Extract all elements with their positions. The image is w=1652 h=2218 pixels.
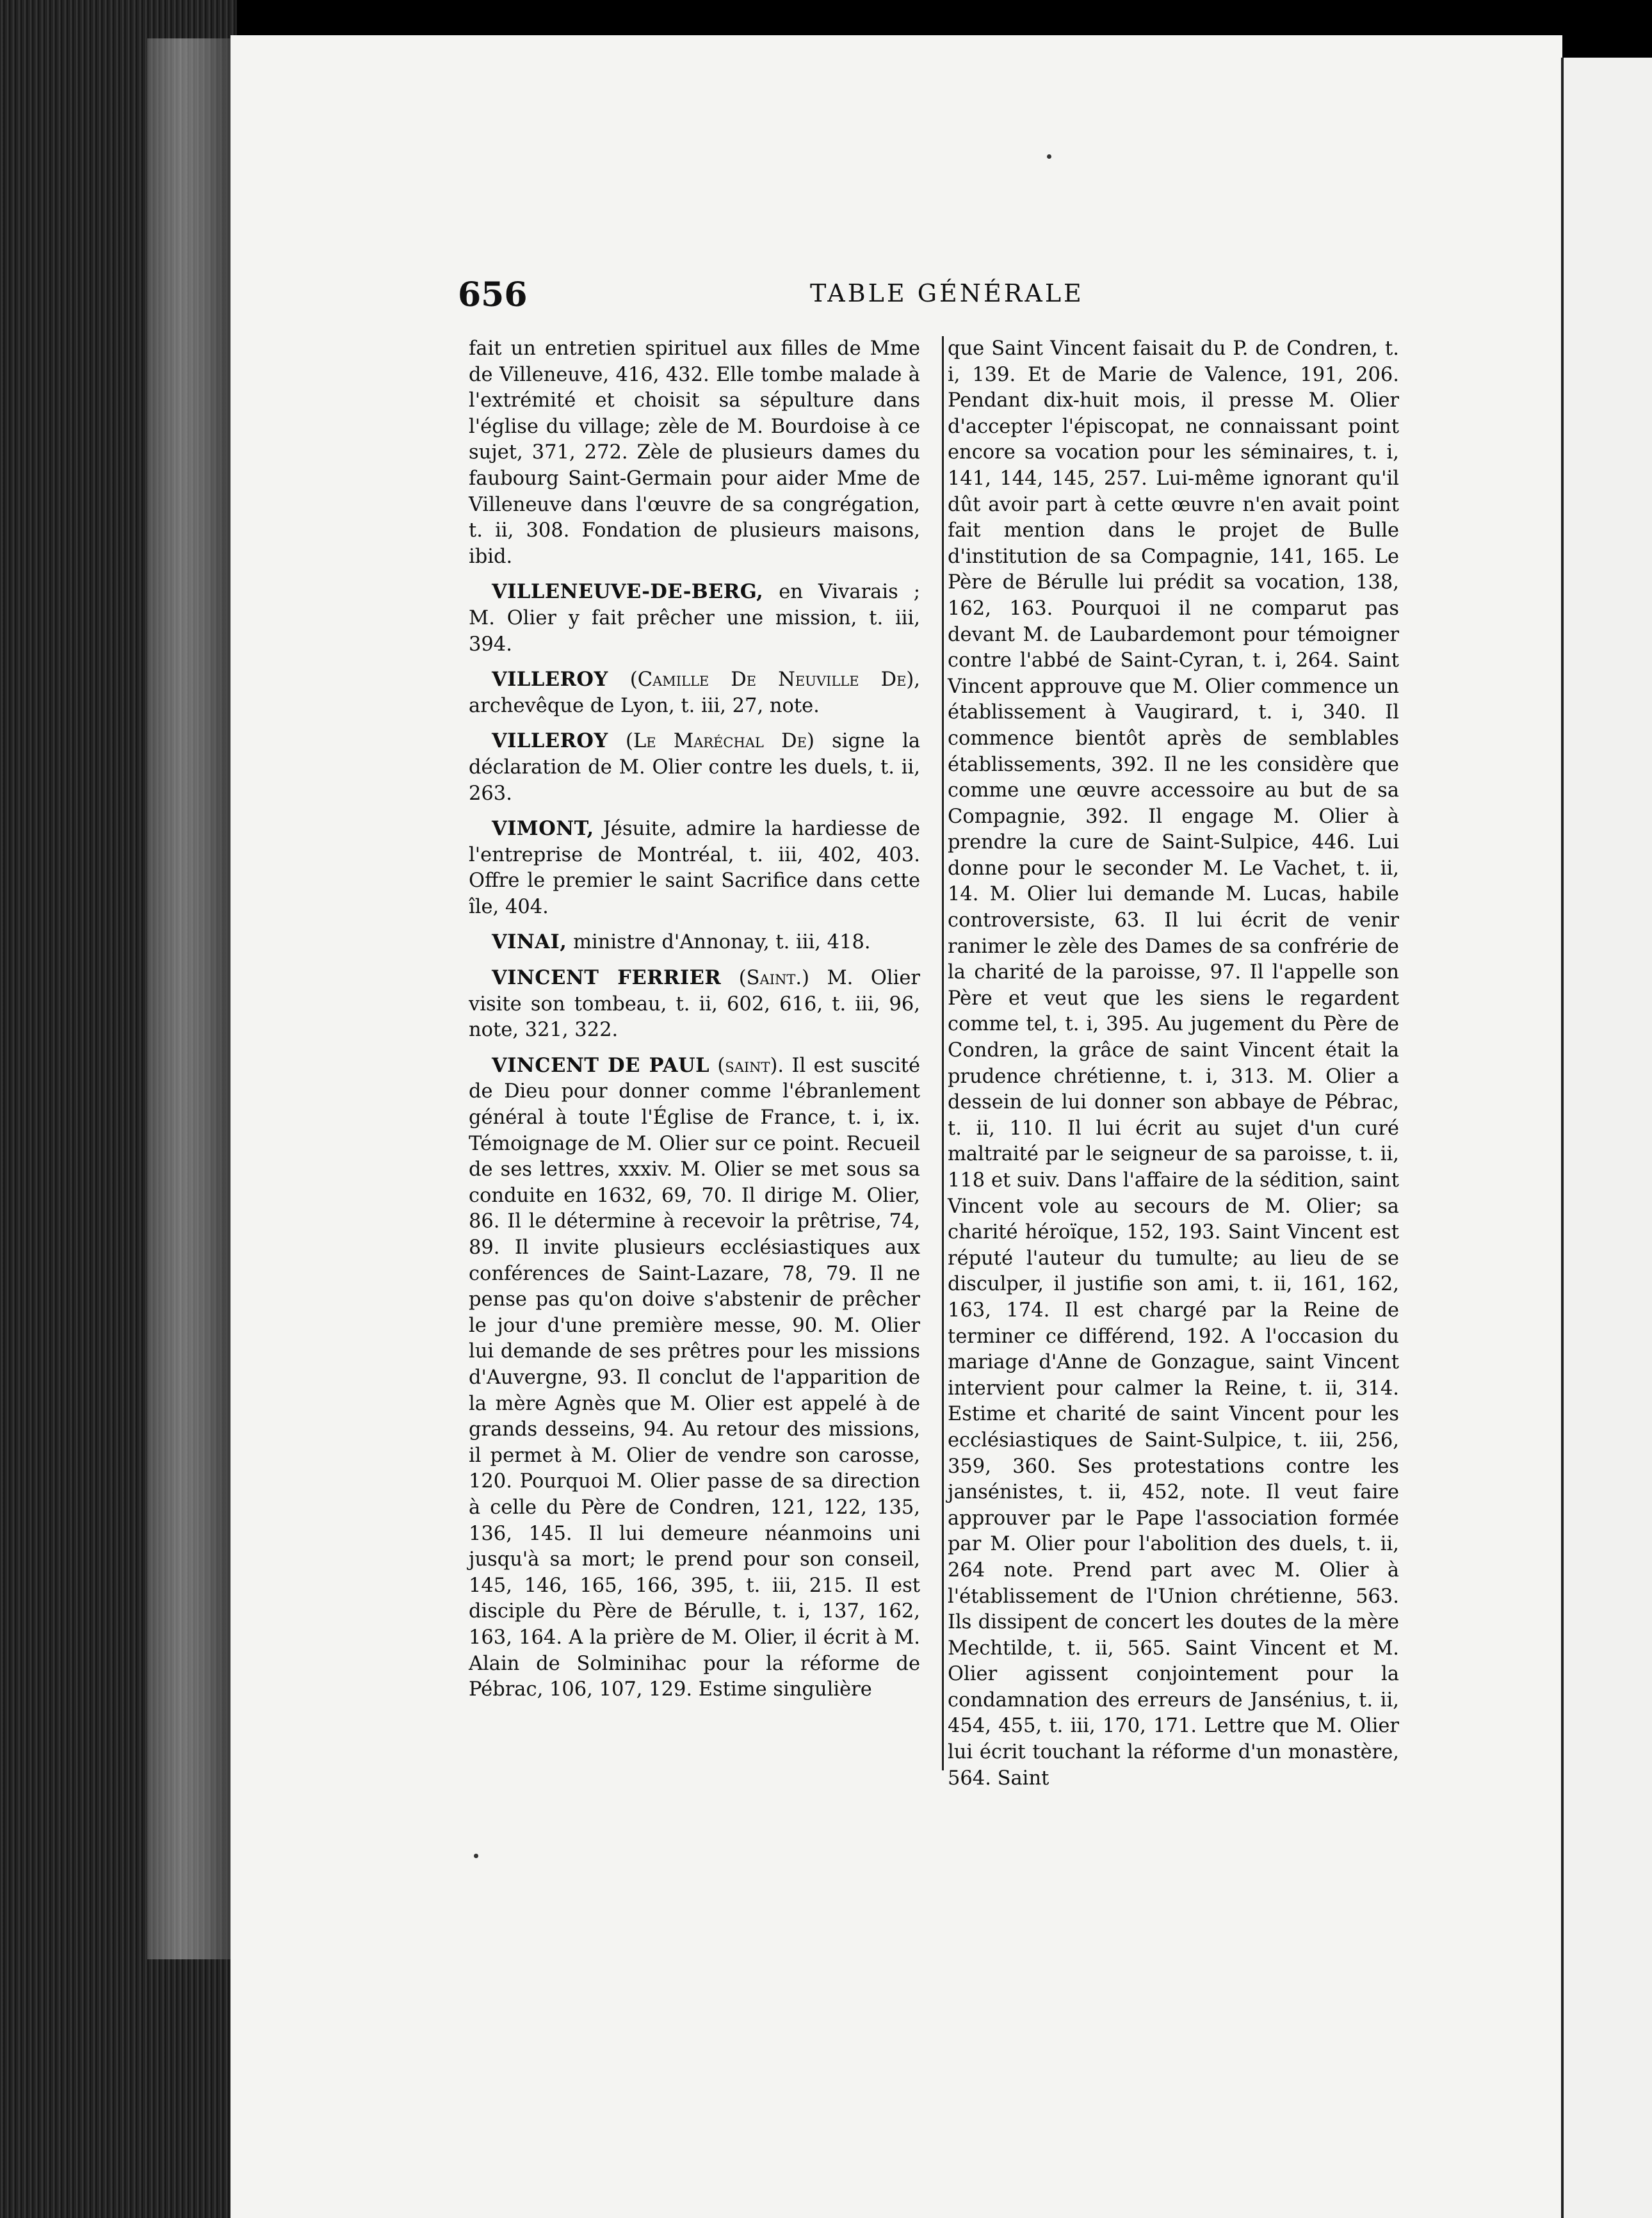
index-column-left <box>469 336 920 1712</box>
entry-headword: VINAI, <box>492 930 567 954</box>
index-column-right <box>948 336 1399 1801</box>
index-entry <box>469 965 920 1044</box>
entry-text: signe la déclaration de M. Olier contre les duels, t. ii, 263. <box>469 730 921 805</box>
entry-headword: VINCENT DE PAUL <box>492 1053 710 1077</box>
entry-qualifier: (saint). <box>709 1054 784 1077</box>
entry-text: Jésuite, admire la hardiesse de l'entreprise de Montréal, t. iii, 402, 403. Offre le premier le saint Sacrifice dans cette île, 404. <box>469 818 920 918</box>
index-entry <box>469 667 920 719</box>
entry-headword: VILLEROY <box>492 668 608 692</box>
index-entry <box>469 929 920 956</box>
print-speck <box>474 1854 478 1858</box>
page-number: 656 <box>458 275 528 314</box>
entry-headword: VILLENEUVE-DE-BERG, <box>492 580 764 604</box>
entry-text: ministre d'Annonay, t. iii, 418. <box>567 931 871 954</box>
entry-text: archevêque de Lyon, t. iii, 27, note. <box>469 694 820 717</box>
entry-text: fait un entretien spirituel aux filles de Mme de Villeneuve, 416, 432. Elle tombe malade à l'extrémité et choisit sa sépulture dans l'église du village; zèle de M. Bourdoise à ce sujet, 371, 272. Zèle de plusieurs dames du faubourg Saint-Germain pour aider Mme de Villeneuve dans l'œuvre de sa congrégation, t. ii, 308. Fondation de plusieurs maisons, ibid. <box>469 337 920 568</box>
book-page <box>231 35 1562 2218</box>
entry-qualifier: (Camille De Neuville De), <box>608 668 920 692</box>
entry-headword: VIMONT, <box>492 817 594 841</box>
index-entry <box>469 336 920 570</box>
index-entry <box>469 579 920 658</box>
index-entry <box>469 816 920 920</box>
page-stack-edge <box>147 38 231 1959</box>
entry-headword: VILLEROY <box>492 729 608 753</box>
entry-qualifier: (Saint.) <box>721 967 809 990</box>
index-entry <box>469 1053 920 1703</box>
entry-text: Il est suscité de Dieu pour donner comme l'ébranlement général à toute l'Église de France, t. i, ix. Témoignage de M. Olier sur ce point. Recueil de ses lettres, xxxiv. M. Olier se met sous sa conduite en 1632, 69, 70. Il dirige M. Olier, 86. Il le détermine à recevoir la prêtrise, 74, 89. Il invite plusieurs ecclésiastiques aux conférences de Saint-Lazare, 78, 79. Il ne pense pas qu'on doive s'abstenir de prêcher le jour d'une première messe, 90. M. Olier lui demande de ses prêtres pour les missions d'Auvergne, 93. Il conclut de l'apparition de la mère Agnès que M. Olier est appelé à de grands desseins, 94. Au retour des missions, il permet à M. Olier de vendre son carosse, 120. Pourquoi M. Olier passe de sa direction à celle du Père de Condren, 121, 122, 135, 136, 145. Il lui demeure néanmoins uni jusqu'à sa mort; le prend pour son conseil, 145, 146, 165, 166, 395, t. iii, 215. Il est disciple du Père de Bérulle, t. i, 137, 162, 163, 164. A la prière de M. Olier, il écrit à M. Alain de Solminihac pour la réforme de Pébrac, 106, 107, 129. Estime singulière <box>469 1054 921 1701</box>
page-header <box>231 275 1562 314</box>
column-divider <box>942 336 944 1770</box>
index-entry <box>948 336 1399 1792</box>
entry-text: en Vivarais ; M. Olier y fait prêcher une mission, t. iii, 394. <box>469 581 920 656</box>
entry-text: que Saint Vincent faisait du P. de Condren, t. i, 139. Et de Marie de Valence, 191, 206. Pendant dix-huit mois, il presse M. Olier d'accepter l'épiscopat, ne connaissant point encore sa vocation pour les séminaires, t. i, 141, 144, 145, 257. Lui-même ignorant qu'il dût avoir part à cette œuvre n'en avait point fait mention dans le projet de Bulle d'institution de sa Compagnie, 141, 165. Le Père de Bérulle lui prédit sa vocation, 138, 162, 163. Pourquoi il ne comparut pas devant M. de Laubardemont pour témoigner contre l'abbé de Saint-Cyran, t. i, 264. Saint Vincent approuve que M. Olier commence un établissement à Vaugirard, t. i, 340. Il commence bientôt après de semblables établissements, 392. Il ne les considère que comme une œuvre accessoire au but de sa Compagnie, 392. Il engage M. Olier à prendre la cure de Saint-Sulpice, 446. Lui donne pour le seconder M. Le Vachet, t. ii, 14. M. Olier lui demande M. Lucas, habile controversiste, 63. Il lui écrit de venir ranimer le zèle des Dames de sa confrérie de la charité de la paroisse, 97. Il l'appelle son Père et veut que les siens le regardent comme tel, t. i, 395. Au jugement du Père de Condren, la grâce de saint Vincent était la prudence chrétienne, t. i, 313. M. Olier a dessein de lui donner son abbaye de Pébrac, t. ii, 110. Il lui écrit au sujet d'un curé maltraité par le seigneur de sa paroisse, t. ii, 118 et suiv. Dans l'affaire de la sédition, saint Vincent vole au secours de M. Olier; sa charité héroïque, 152, 193. Saint Vincent est réputé l'auteur du tumulte; au lieu de se disculper, il justifie son ami, t. ii, 161, 162, 163, 174. Il est chargé par la Reine de terminer ce différend, 192. A l'occasion du mariage d'Anne de Gonzague, saint Vincent intervient pour calmer la Reine, t. ii, 314. Estime et charité de saint Vincent pour les ecclésiastiques de Saint-Sulpice, t. iii, 256, 359, 360. Ses protestations contre les jansénistes, t. ii, 452, note. Il veut faire approuver par le Pape l'association formée par M. Olier pour l'abolition des duels, t. ii, 264 note. Prend part avec M. Olier à l'établissement de l'Union chrétienne, 563. Ils dissipent de concert les doutes de la mère Mechtilde, t. ii, 565. Saint Vincent et M. Olier agissent conjointement pour la condamnation des erreurs de Jansénius, t. ii, 454, 455, t. iii, 170, 171. Lettre que M. Olier lui écrit touchant la réforme d'un monastère, 564. Saint <box>948 337 1399 1790</box>
entry-qualifier: (Le Maréchal De) <box>608 730 814 753</box>
adjacent-page-edge <box>1561 58 1652 2218</box>
entry-headword: VINCENT FERRIER <box>492 966 722 990</box>
index-entry <box>469 728 920 807</box>
entry-text: M. Olier visite son tombeau, t. ii, 602, 616, t. iii, 96, note, 321, 322. <box>469 967 920 1042</box>
print-speck <box>1047 154 1051 159</box>
running-title: TABLE GÉNÉRALE <box>810 279 1084 307</box>
